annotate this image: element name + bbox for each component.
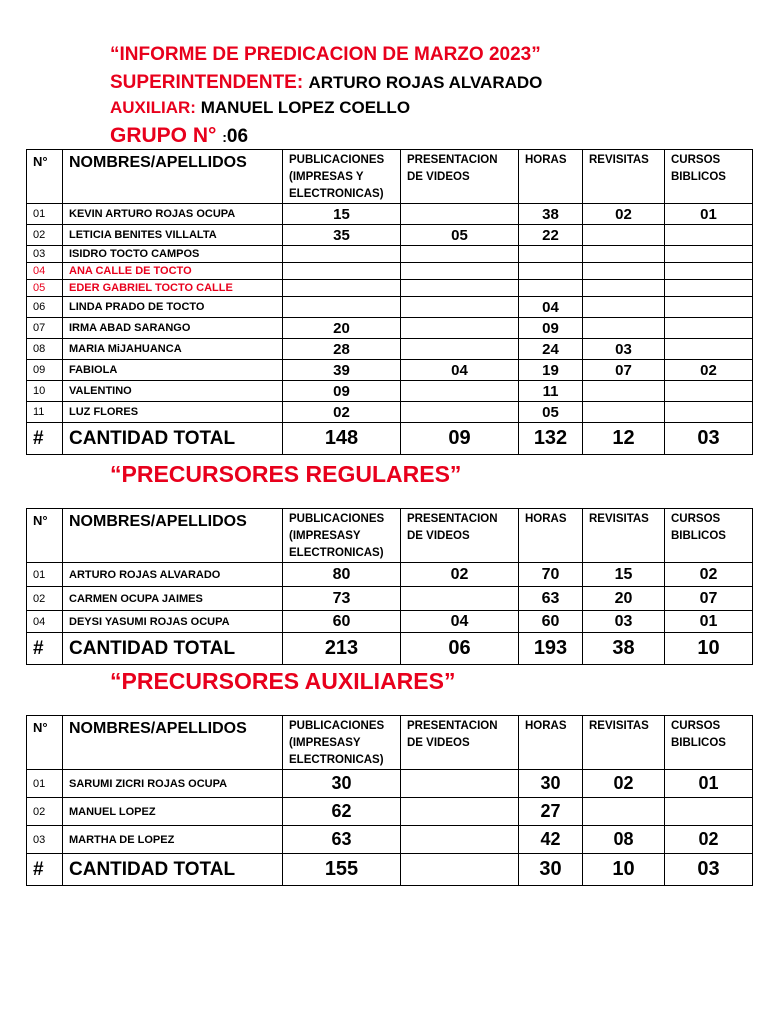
cell-videos (401, 297, 519, 318)
table-row (27, 798, 753, 826)
cell-publicaciones: 15 (283, 204, 401, 225)
total-videos (401, 854, 519, 886)
cell-revisitas (583, 402, 665, 423)
cell-videos (401, 402, 519, 423)
cell-revisitas: 02 (583, 204, 665, 225)
cell-revisitas: 03 (583, 611, 665, 633)
total-videos: 09 (401, 423, 519, 455)
cell-revisitas (583, 225, 665, 246)
col-no-header: N° (27, 716, 63, 770)
cell-videos (401, 280, 519, 297)
col-no-header: N° (27, 509, 63, 563)
row-name: VALENTINO (63, 381, 283, 402)
total-horas: 193 (519, 633, 583, 665)
cell-revisitas (583, 280, 665, 297)
cell-cursos (665, 263, 753, 280)
col-cursos-header: CURSOS BIBLICOS (665, 150, 753, 204)
row-name: EDER GABRIEL TOCTO CALLE (63, 280, 283, 297)
auxiliar-name: MANUEL LOPEZ COELLO (200, 98, 411, 117)
table-row (27, 339, 753, 360)
cell-horas (519, 280, 583, 297)
col-horas-header: HORAS (519, 509, 583, 563)
total-revisitas: 38 (583, 633, 665, 665)
table-row (27, 360, 753, 381)
cell-videos (401, 381, 519, 402)
cell-revisitas (583, 381, 665, 402)
regulares-title: “PRECURSORES REGULARES” (110, 461, 462, 487)
table-row (27, 246, 753, 263)
col-publicaciones-header: PUBLICACIONES (IMPRESASY ELECTRONICAS) (283, 509, 401, 563)
row-name: KEVIN ARTURO ROJAS OCUPA (63, 204, 283, 225)
cell-videos (401, 204, 519, 225)
table-row (27, 263, 753, 280)
row-number: 03 (27, 826, 63, 854)
row-number: 02 (27, 587, 63, 611)
row-number: 10 (27, 381, 63, 402)
cell-revisitas (583, 318, 665, 339)
table-row (27, 402, 753, 423)
row-number: 01 (27, 563, 63, 587)
cell-cursos: 01 (665, 611, 753, 633)
cell-publicaciones: 63 (283, 826, 401, 854)
total-horas: 30 (519, 854, 583, 886)
cell-cursos: 01 (665, 204, 753, 225)
row-name: ANA CALLE DE TOCTO (63, 263, 283, 280)
regulares-table (26, 508, 753, 665)
row-number: 09 (27, 360, 63, 381)
cell-videos: 02 (401, 563, 519, 587)
col-name-header: NOMBRES/APELLIDOS (63, 716, 283, 770)
total-hash: # (27, 423, 63, 455)
row-name: LUZ FLORES (63, 402, 283, 423)
cell-publicaciones: 73 (283, 587, 401, 611)
cell-publicaciones: 20 (283, 318, 401, 339)
row-number: 02 (27, 798, 63, 826)
cell-horas: 38 (519, 204, 583, 225)
cell-horas: 63 (519, 587, 583, 611)
row-name: SARUMI ZICRI ROJAS OCUPA (63, 770, 283, 798)
total-publicaciones: 148 (283, 423, 401, 455)
cell-cursos: 02 (665, 360, 753, 381)
table-row (27, 318, 753, 339)
report-title: “INFORME DE PREDICACION DE MARZO 2023” (110, 44, 541, 65)
cell-horas: 22 (519, 225, 583, 246)
cell-cursos (665, 798, 753, 826)
cell-revisitas: 20 (583, 587, 665, 611)
cell-revisitas: 03 (583, 339, 665, 360)
grupo-label: GRUPO N° (110, 124, 217, 147)
total-cursos: 03 (665, 423, 753, 455)
col-videos-header: PRESENTACION DE VIDEOS (401, 150, 519, 204)
cell-publicaciones: 39 (283, 360, 401, 381)
table-header-row (27, 150, 753, 204)
cell-revisitas: 02 (583, 770, 665, 798)
row-name: CARMEN OCUPA JAIMES (63, 587, 283, 611)
cell-videos: 05 (401, 225, 519, 246)
cell-horas: 60 (519, 611, 583, 633)
row-number: 08 (27, 339, 63, 360)
total-cursos: 03 (665, 854, 753, 886)
row-name: MANUEL LOPEZ (63, 798, 283, 826)
cell-horas: 70 (519, 563, 583, 587)
col-videos-header: PRESENTACION DE VIDEOS (401, 716, 519, 770)
col-videos-header: PRESENTACION DE VIDEOS (401, 509, 519, 563)
row-number: 01 (27, 770, 63, 798)
cell-cursos (665, 402, 753, 423)
cell-horas: 30 (519, 770, 583, 798)
auxiliar-label: AUXILIAR: (110, 98, 196, 117)
cell-publicaciones: 30 (283, 770, 401, 798)
cell-cursos (665, 318, 753, 339)
row-number: 02 (27, 225, 63, 246)
cell-publicaciones: 02 (283, 402, 401, 423)
cell-revisitas (583, 798, 665, 826)
cell-revisitas (583, 297, 665, 318)
cell-revisitas: 15 (583, 563, 665, 587)
cell-cursos (665, 280, 753, 297)
total-horas: 132 (519, 423, 583, 455)
cell-cursos: 01 (665, 770, 753, 798)
table-row (27, 381, 753, 402)
cell-publicaciones: 80 (283, 563, 401, 587)
cell-horas: 24 (519, 339, 583, 360)
row-number: 07 (27, 318, 63, 339)
col-revisitas-header: REVISITAS (583, 509, 665, 563)
col-name-header: NOMBRES/APELLIDOS (63, 509, 283, 563)
col-cursos-header: CURSOS BIBLICOS (665, 716, 753, 770)
col-revisitas-header: REVISITAS (583, 150, 665, 204)
col-name-header: NOMBRES/APELLIDOS (63, 150, 283, 204)
total-row (27, 854, 753, 886)
cell-horas: 04 (519, 297, 583, 318)
cell-videos (401, 263, 519, 280)
table-row (27, 587, 753, 611)
grupo-value: 06 (226, 126, 249, 147)
table-row (27, 225, 753, 246)
cell-publicaciones: 35 (283, 225, 401, 246)
cell-publicaciones (283, 297, 401, 318)
row-name: FABIOLA (63, 360, 283, 381)
cell-horas (519, 246, 583, 263)
cell-cursos (665, 339, 753, 360)
table-header-row (27, 509, 753, 563)
cell-videos (401, 587, 519, 611)
row-name: ISIDRO TOCTO CAMPOS (63, 246, 283, 263)
total-videos: 06 (401, 633, 519, 665)
superintendente-line (110, 72, 542, 94)
total-cursos: 10 (665, 633, 753, 665)
cell-revisitas: 07 (583, 360, 665, 381)
col-cursos-header: CURSOS BIBLICOS (665, 509, 753, 563)
total-label: CANTIDAD TOTAL (63, 854, 283, 886)
table-row (27, 280, 753, 297)
cell-cursos: 02 (665, 826, 753, 854)
cell-horas: 09 (519, 318, 583, 339)
auxiliares-table (26, 715, 753, 886)
total-publicaciones: 155 (283, 854, 401, 886)
col-publicaciones-header: PUBLICACIONES (IMPRESAS Y ELECTRONICAS) (283, 150, 401, 204)
row-number: 01 (27, 204, 63, 225)
superintendente-name: ARTURO ROJAS ALVARADO (308, 73, 543, 92)
total-hash: # (27, 633, 63, 665)
cell-publicaciones (283, 246, 401, 263)
row-name: LETICIA BENITES VILLALTA (63, 225, 283, 246)
row-number: 06 (27, 297, 63, 318)
cell-cursos: 02 (665, 563, 753, 587)
cell-publicaciones: 60 (283, 611, 401, 633)
row-name: IRMA ABAD SARANGO (63, 318, 283, 339)
row-number: 04 (27, 263, 63, 280)
auxiliares-title: “PRECURSORES AUXILIARES” (110, 668, 456, 694)
grupo-sep: : (222, 129, 227, 145)
total-label: CANTIDAD TOTAL (63, 633, 283, 665)
cell-horas: 42 (519, 826, 583, 854)
table-row (27, 297, 753, 318)
cell-cursos: 07 (665, 587, 753, 611)
total-label: CANTIDAD TOTAL (63, 423, 283, 455)
grupo-line (110, 124, 248, 148)
cell-videos (401, 318, 519, 339)
cell-publicaciones (283, 263, 401, 280)
cell-horas: 05 (519, 402, 583, 423)
cell-horas: 11 (519, 381, 583, 402)
cell-cursos (665, 225, 753, 246)
cell-videos (401, 826, 519, 854)
cell-videos: 04 (401, 360, 519, 381)
auxiliar-line (110, 98, 410, 118)
cell-revisitas (583, 263, 665, 280)
cell-publicaciones: 09 (283, 381, 401, 402)
row-name: LINDA PRADO DE TOCTO (63, 297, 283, 318)
total-hash: # (27, 854, 63, 886)
col-no-header: N° (27, 150, 63, 204)
table-row (27, 826, 753, 854)
row-name: MARTHA DE LOPEZ (63, 826, 283, 854)
table-header-row (27, 716, 753, 770)
cell-videos (401, 339, 519, 360)
col-revisitas-header: REVISITAS (583, 716, 665, 770)
table-row (27, 611, 753, 633)
cell-cursos (665, 381, 753, 402)
col-horas-header: HORAS (519, 716, 583, 770)
total-revisitas: 12 (583, 423, 665, 455)
row-number: 04 (27, 611, 63, 633)
cell-cursos (665, 297, 753, 318)
row-name: ARTURO ROJAS ALVARADO (63, 563, 283, 587)
col-horas-header: HORAS (519, 150, 583, 204)
cell-publicaciones: 62 (283, 798, 401, 826)
total-row (27, 423, 753, 455)
total-publicaciones: 213 (283, 633, 401, 665)
cell-publicaciones (283, 280, 401, 297)
table-row (27, 770, 753, 798)
table-row (27, 204, 753, 225)
cell-videos (401, 246, 519, 263)
total-revisitas: 10 (583, 854, 665, 886)
superintendente-label: SUPERINTENDENTE: (110, 72, 304, 93)
cell-videos (401, 770, 519, 798)
row-name: MARIA MiJAHUANCA (63, 339, 283, 360)
cell-videos: 04 (401, 611, 519, 633)
row-number: 05 (27, 280, 63, 297)
cell-cursos (665, 246, 753, 263)
cell-revisitas (583, 246, 665, 263)
table-row (27, 563, 753, 587)
cell-videos (401, 798, 519, 826)
group-report-table (26, 149, 753, 455)
total-row (27, 633, 753, 665)
cell-revisitas: 08 (583, 826, 665, 854)
row-number: 11 (27, 402, 63, 423)
cell-publicaciones: 28 (283, 339, 401, 360)
col-publicaciones-header: PUBLICACIONES (IMPRESASY ELECTRONICAS) (283, 716, 401, 770)
row-number: 03 (27, 246, 63, 263)
row-name: DEYSI YASUMI ROJAS OCUPA (63, 611, 283, 633)
cell-horas: 27 (519, 798, 583, 826)
cell-horas (519, 263, 583, 280)
cell-horas: 19 (519, 360, 583, 381)
